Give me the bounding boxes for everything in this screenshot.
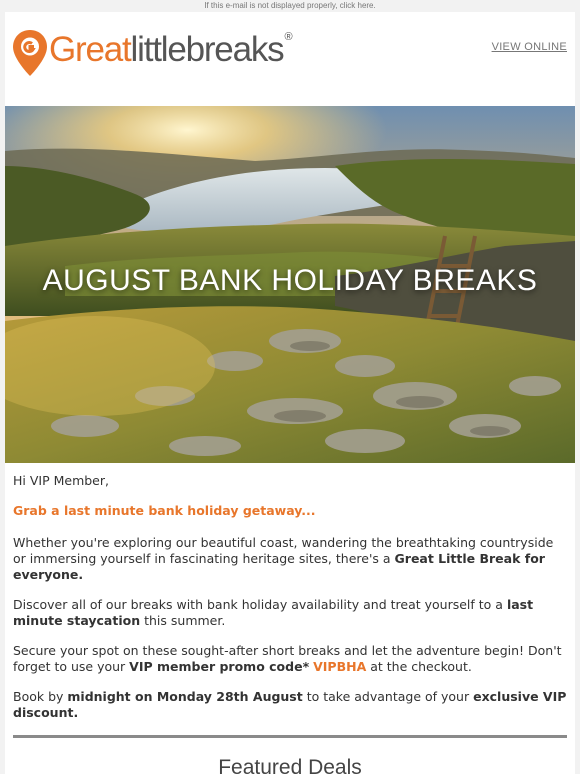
featured-deals-heading: Featured Deals <box>218 756 362 774</box>
paragraph-3 <box>13 643 567 675</box>
greeting: Hi VIP Member, <box>13 473 109 488</box>
promo-label: VIP member promo code* <box>129 659 310 674</box>
paragraph-1-text: Whether you're exploring our beautiful coast, wandering the breathtaking countryside or immersing yourself in fascinating heritage sites, there's a <box>13 535 554 566</box>
section-divider <box>13 735 567 738</box>
paragraph-2-text: Discover all of our breaks with bank holiday availability and treat yourself to a <box>13 597 507 612</box>
paragraph-2-bold: last minute staycation <box>13 597 534 628</box>
paragraph-1 <box>13 535 567 583</box>
brand-logo[interactable] <box>12 29 293 77</box>
paragraph-4-text: Book by <box>13 689 68 704</box>
paragraph-4-mid: to take advantage of your <box>302 689 474 704</box>
logo-wordmark <box>49 29 283 71</box>
email-card <box>5 12 575 774</box>
paragraph-3-text: Secure your spot on these sought-after short breaks and let the adventure begin! Don't forget to use your <box>13 643 562 674</box>
email-header <box>5 12 575 106</box>
location-pin-icon <box>12 29 48 77</box>
hero-title: AUGUST BANK HOLIDAY BREAKS <box>42 264 538 297</box>
preheader <box>0 0 580 12</box>
deadline: midnight on Monday 28th August <box>67 689 303 704</box>
registered-mark: ® <box>284 31 293 43</box>
paragraph-2-end: this summer. <box>140 613 226 628</box>
preheader-link[interactable]: If this e-mail is not displayed properly, click here. <box>204 1 376 10</box>
email-body <box>5 463 575 774</box>
lead-heading: Grab a last minute bank holiday getaway... <box>13 503 316 518</box>
paragraph-2 <box>13 597 567 629</box>
view-online-link[interactable]: VIEW ONLINE <box>491 41 567 53</box>
paragraph-1-bold: Great Little Break for everyone. <box>13 551 545 582</box>
vip-discount: exclusive VIP discount. <box>13 689 567 720</box>
logo-word-great: Great <box>49 30 131 69</box>
hero-banner[interactable] <box>5 106 575 463</box>
paragraph-4 <box>13 689 567 721</box>
paragraph-3-end: at the checkout. <box>366 659 472 674</box>
promo-code: VIPBHA <box>313 659 367 674</box>
logo-word-littlebreaks: littlebreaks <box>130 30 284 69</box>
